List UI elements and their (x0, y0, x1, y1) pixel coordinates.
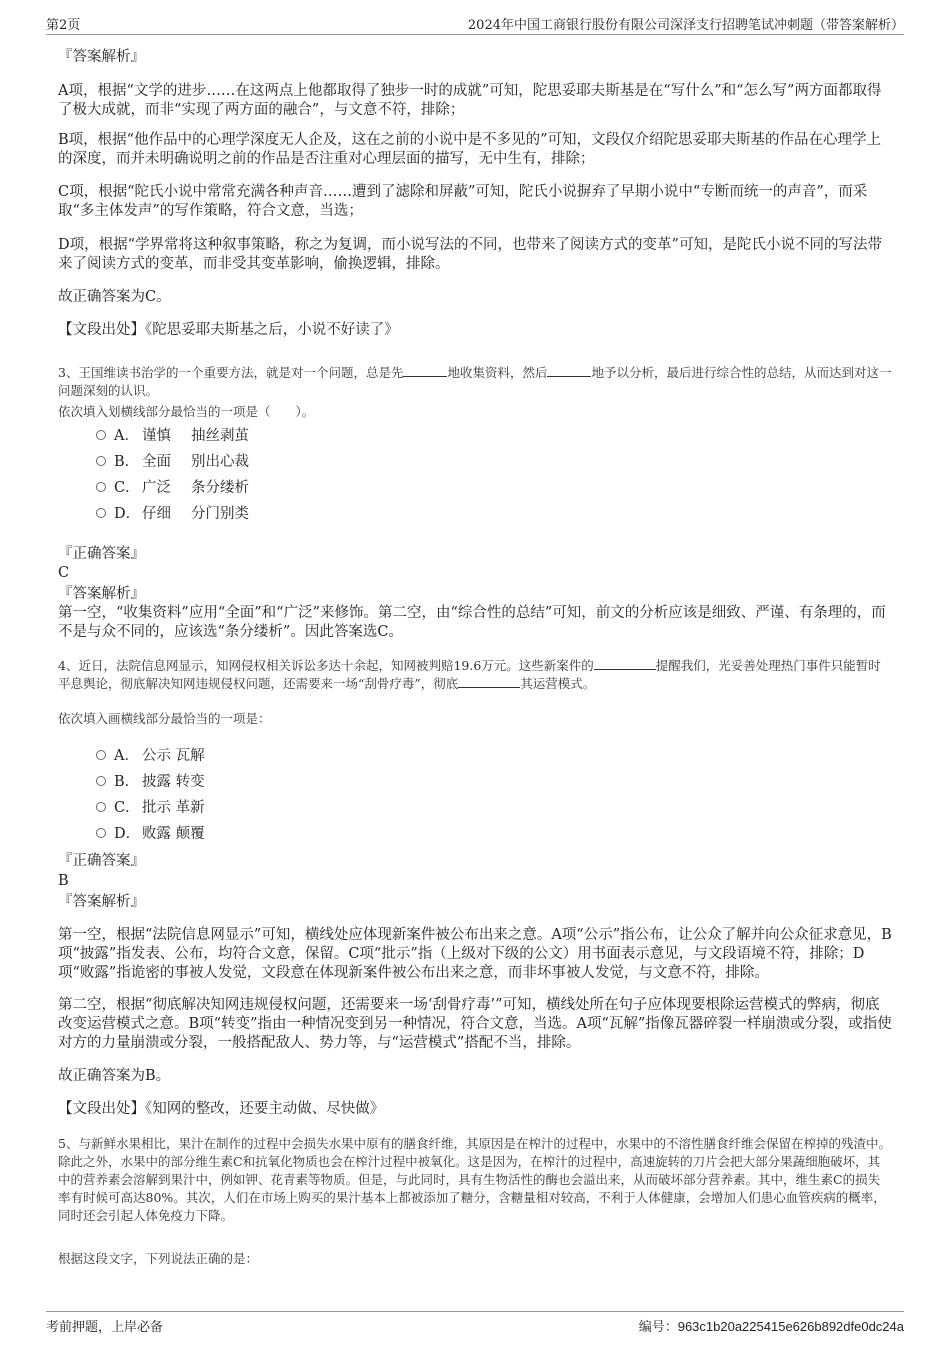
q3-option-c[interactable]: C． 广泛 条分缕析 (96, 478, 249, 498)
q2-analysis-label: 『答案解析』 (58, 49, 145, 65)
q2-analysis-a: A项，根据“文学的进步……在这两点上他都取得了独步一时的成就”可知，陀思妥耶夫斯基是在“写什么”和“怎么写”两方面都取得了极大成就，而非“实现了两方面的融合”，与文意不符，排除； (58, 83, 882, 118)
q3-prompt: 依次填入划横线部分最恰当的一项是（ ）。 (58, 404, 315, 419)
q4-option-d[interactable]: D． 败露 颠覆 (96, 824, 205, 844)
q4-conclusion: 故正确答案为B。 (58, 1068, 171, 1084)
q4-analysis-2: 第二空，根据“彻底解决知网违规侵权问题，还需要来一场‘刮骨疗毒’”可知，横线处所在句子应体现要根除运营模式的弊病，彻底改变运营模式之意。B项“转变”指由一种情况变到另一种情况，符合文意，当选。A项“瓦解”指像瓦器碎裂一样崩溃或分裂，或指使对方的力量崩溃或分裂，一般搭配敌人、势力等，与“运营模式”搭配不当，排除。 (58, 997, 892, 1051)
document-title: 2024年中国工商银行股份有限公司深泽支行招聘笔试冲刺题（带答案解析） (467, 18, 904, 33)
q3-option-b[interactable]: B． 全面 别出心裁 (96, 452, 249, 472)
q2-analysis-b: B项，根据“他作品中的心理学深度无人企及，这在之前的小说中是不多见的”可知，文段仅介绍陀思妥耶夫斯基的作品在心理学上的深度，而并未明确说明之前的作品是否注重对心理层面的描写，无中生有，排除； (58, 132, 881, 167)
q4-analysis-1: 第一空，根据“法院信息网显示”可知，横线处应体现新案件被公布出来之意。A项“公示”指公布，让公众了解并向公众征求意见，B项“披露”指发表、公布，均符合文意，保留。C项“批示”指（上级对下级的公文）用书面表示意见，与文段语境不符，排除；D项“败露”指诡密的事被人发觉，文段意在体现新案件被公布出来之意，而非坏事被人发觉，与文意不符，排除。 (58, 927, 892, 981)
footer-slogan: 考前押题，上岸必备 (46, 1320, 164, 1335)
radio-icon[interactable] (96, 482, 106, 492)
q4-source: 【文段出处】《知网的整改，还要主动做、尽快做》 (58, 1101, 385, 1117)
q3-stem: 3、王国维读书治学的一个重要方法，就是对一个问题，总是先 地收集资料，然后 地予以分析，最后进行综合性的总结，从而达到对这一问题深刻的认识。 (58, 365, 892, 398)
q4-option-b[interactable]: B． 披露 转变 (96, 772, 205, 792)
page-number: 第2页 (46, 18, 81, 33)
q3-answer: C (58, 565, 70, 581)
radio-icon[interactable] (96, 802, 106, 812)
q3-analysis-label: 『答案解析』 (58, 586, 145, 602)
q2-analysis-c: C项，根据“陀氏小说中常常充满各种声音……遭到了滤除和屏蔽”可知，陀氏小说摒弃了早期小说中“专断而统一的声音”，而采取“多主体发声”的写作策略，符合文意，当选； (58, 184, 868, 219)
q4-option-a[interactable]: A． 公示 瓦解 (96, 746, 205, 766)
document-code: 编号：963c1b20a225415e626b892dfe0dc24a (638, 1319, 904, 1335)
radio-icon[interactable] (96, 776, 106, 786)
q3-answer-label: 『正确答案』 (58, 546, 145, 562)
q5-prompt: 根据这段文字，下列说法正确的是： (58, 1251, 259, 1266)
q4-answer: B (58, 873, 69, 889)
q4-analysis-label: 『答案解析』 (58, 894, 145, 910)
radio-icon[interactable] (96, 750, 106, 760)
radio-icon[interactable] (96, 430, 106, 440)
q4-stem: 4、近日，法院信息网显示，知网侵权相关诉讼多达十余起，知网被判赔19.6万元。这些新案件的 提醒我们，光妥善处理热门事件只能暂时平息舆论，彻底解决知网违规侵权问题，还需要来一场“刮骨疗毒”，彻底 其运营模式。 (58, 658, 881, 691)
q2-conclusion: 故正确答案为C。 (58, 289, 171, 305)
radio-icon[interactable] (96, 828, 106, 838)
q2-analysis-d: D项，根据“学界常将这种叙事策略，称之为复调，而小说写法的不同，也带来了阅读方式的变革”可知，是陀氏小说不同的写法带来了阅读方式的变革，而非受其变革影响，偷换逻辑，排除。 (58, 237, 882, 272)
page-footer (46, 1311, 904, 1338)
radio-icon[interactable] (96, 456, 106, 466)
q5-stem: 5、与新鲜水果相比，果汁在制作的过程中会损失水果中原有的膳食纤维，其原因是在榨汁的过程中，水果中的不溶性膳食纤维会保留在榨掉的残渣中。除此之外，水果中的部分维生素C和抗氧化物质也会在榨汁过程中被氧化。这是因为，在榨汁的过程中，高速旋转的刀片会把大部分果蔬细胞破坏，其中的营养素会溶解到果汁中，例如钾、花青素等物质。但是，与此同时，具有生物活性的酶也会溢出来，从而破坏部分营养素。其中，维生素C的损失率有时候可高达80%。其次，人们在市场上购买的果汁基本上都被添加了糖分，含糖量相对较高，不利于人体健康，会增加人们患心血管疾病的概率，同时还会引起人体免疫力下降。 (58, 1136, 891, 1223)
q4-option-c[interactable]: C． 批示 革新 (96, 798, 205, 818)
page-header (46, 12, 904, 35)
radio-icon[interactable] (96, 508, 106, 518)
q3-option-a[interactable]: A． 谨慎 抽丝剥茧 (96, 426, 249, 446)
q4-answer-label: 『正确答案』 (58, 853, 145, 869)
q4-prompt: 依次填入画横线部分最恰当的一项是： (58, 711, 271, 726)
q2-source: 【文段出处】《陀思妥耶夫斯基之后，小说不好读了》 (58, 322, 399, 338)
q3-option-d[interactable]: D． 仔细 分门别类 (96, 504, 249, 524)
q3-analysis: 第一空，“收集资料”应用“全面”和“广泛”来修饰。第二空，由“综合性的总结”可知，前文的分析应该是细致、严谨、有条理的，而不是与众不同的，应该选“条分缕析”。因此答案选C。 (58, 605, 886, 640)
